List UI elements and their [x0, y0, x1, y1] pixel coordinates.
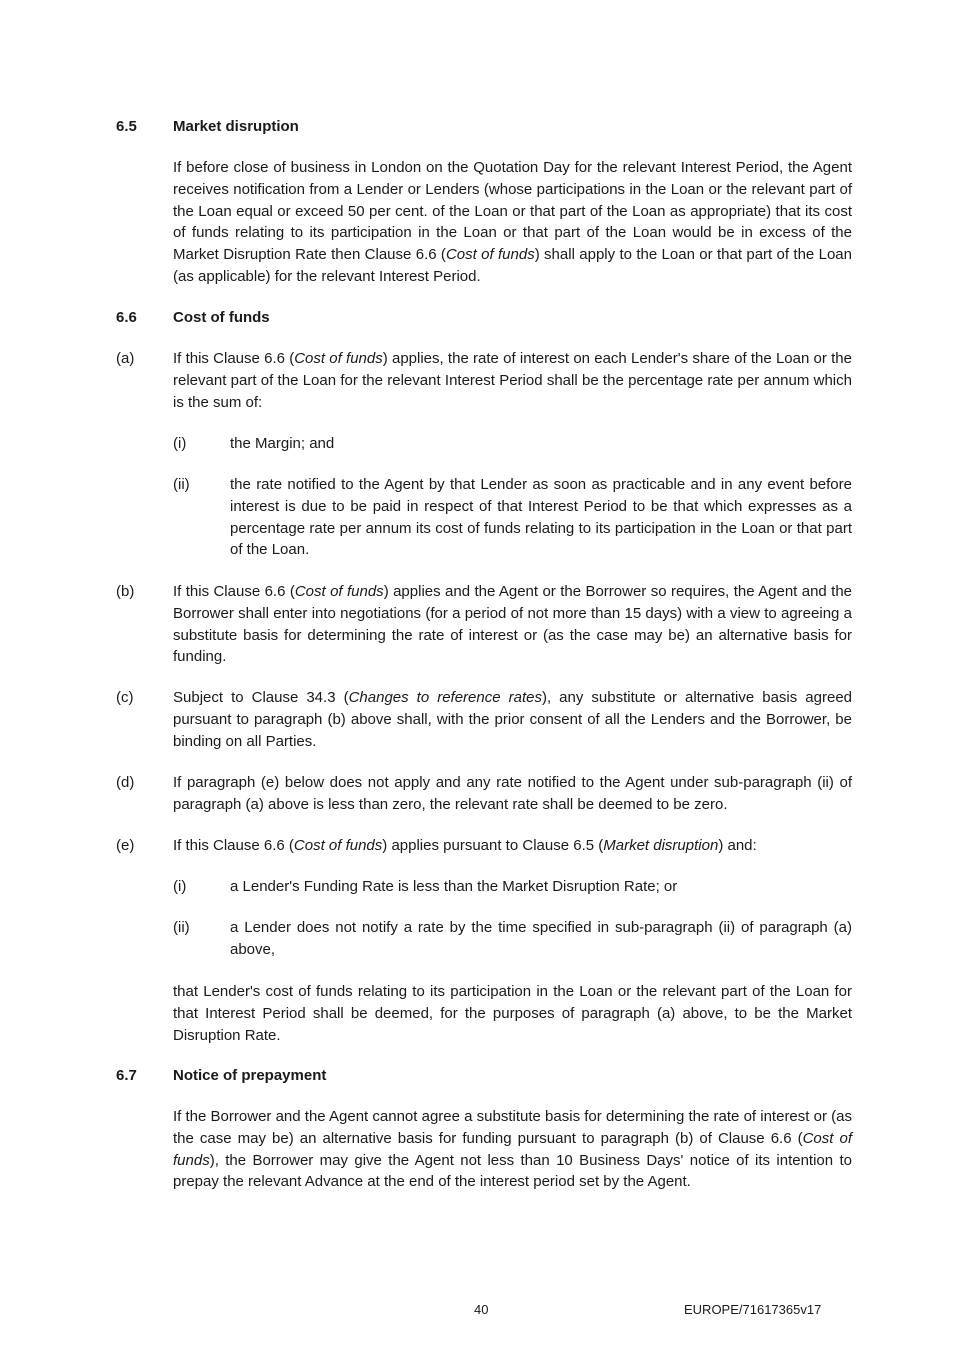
paragraph-text: If this Clause 6.6 (Cost of funds) applies, the rate of interest on each Lender's share of the Loan or the relevant part of the Loan for the relevant Interest Period shall be the percentage rate per annum which is the sum of:	[173, 350, 852, 411]
paragraph-label: (d)	[116, 774, 135, 791]
paragraph-text: If before close of business in London on the Quotation Day for the relevant Interest Period, the Agent receives notification from a Lender or Lenders (whose participations in the Loan or the relevant part of the Loan equal or exceed 50 per cent. of the Loan or that part of the Loan as appropriate) that its cost of funds relating to its participation in the Loan or that part of the Loan would be in excess of the Market Disruption Rate then Clause 6.6 (Cost of funds) shall apply to the Loan or that part of the Loan (as applicable) for the relevant Interest Period.	[173, 159, 852, 285]
paragraph-text: that Lender's cost of funds relating to its participation in the Loan or the relevant part of the Loan for that Interest Period shall be deemed, for the purposes of paragraph (a) above, to be the Market Disruption Rate.	[173, 983, 852, 1044]
clause-number: 6.7	[116, 1067, 137, 1084]
clause-title: Cost of funds	[173, 309, 270, 326]
page-number: 40	[474, 1302, 489, 1317]
paragraph-text: If paragraph (e) below does not apply and any rate notified to the Agent under sub-paragraph (ii) of paragraph (a) above is less than zero, the relevant rate shall be deemed to be zero.	[173, 774, 852, 813]
paragraph-text: If this Clause 6.6 (Cost of funds) applies and the Agent or the Borrower so requires, the Agent and the Borrower shall enter into negotiations (for a period of not more than 15 days) with a view to agreeing a substitute basis for determining the rate of interest or (as the case may be) an alternative basis for funding.	[173, 583, 853, 666]
paragraph-label: (c)	[116, 689, 134, 706]
paragraph-label: (a)	[116, 350, 135, 367]
sub-paragraph-text: the rate notified to the Agent by that Lender as soon as practicable and in any event before interest is due to be paid in respect of that Interest Period to be that which expresses as a percentage rate per annum its cost of funds relating to its participation in the Loan or that part of the Loan.	[230, 476, 852, 559]
paragraph-text: If this Clause 6.6 (Cost of funds) applies pursuant to Clause 6.5 (Market disruption) and:	[173, 837, 757, 854]
sub-paragraph-text: a Lender's Funding Rate is less than the Market Disruption Rate; or	[230, 878, 678, 895]
paragraph-label: (b)	[116, 583, 135, 600]
clause-number: 6.6	[116, 309, 137, 326]
sub-paragraph-text: a Lender does not notify a rate by the time specified in sub-paragraph (ii) of paragraph (a) above,	[230, 919, 852, 958]
paragraph-label: (e)	[116, 837, 135, 854]
sub-paragraph-label: (i)	[173, 878, 187, 895]
paragraph-text: Subject to Clause 34.3 (Changes to reference rates), any substitute or alternative basis agreed pursuant to paragraph (b) above shall, with the prior consent of all the Lenders and the Borrower, be binding on all Parties.	[173, 689, 853, 750]
clause-number: 6.5	[116, 118, 137, 135]
sub-paragraph-label: (i)	[173, 435, 187, 452]
paragraph-text: If the Borrower and the Agent cannot agree a substitute basis for determining the rate of interest or (as the case may be) an alternative basis for funding pursuant to paragraph (b) of Clause 6.6 (Cost of funds), the Borrower may give the Agent not less than 10 Business Days' notice of its intention to prepay the relevant Advance at the end of the interest period set by the Agent.	[173, 1108, 852, 1191]
document-reference: EUROPE/71617365v17	[684, 1302, 822, 1317]
clause-title: Market disruption	[173, 118, 299, 135]
sub-paragraph-text: the Margin; and	[230, 435, 335, 452]
clause-title: Notice of prepayment	[173, 1067, 327, 1084]
sub-paragraph-label: (ii)	[173, 476, 190, 493]
sub-paragraph-label: (ii)	[173, 919, 190, 936]
